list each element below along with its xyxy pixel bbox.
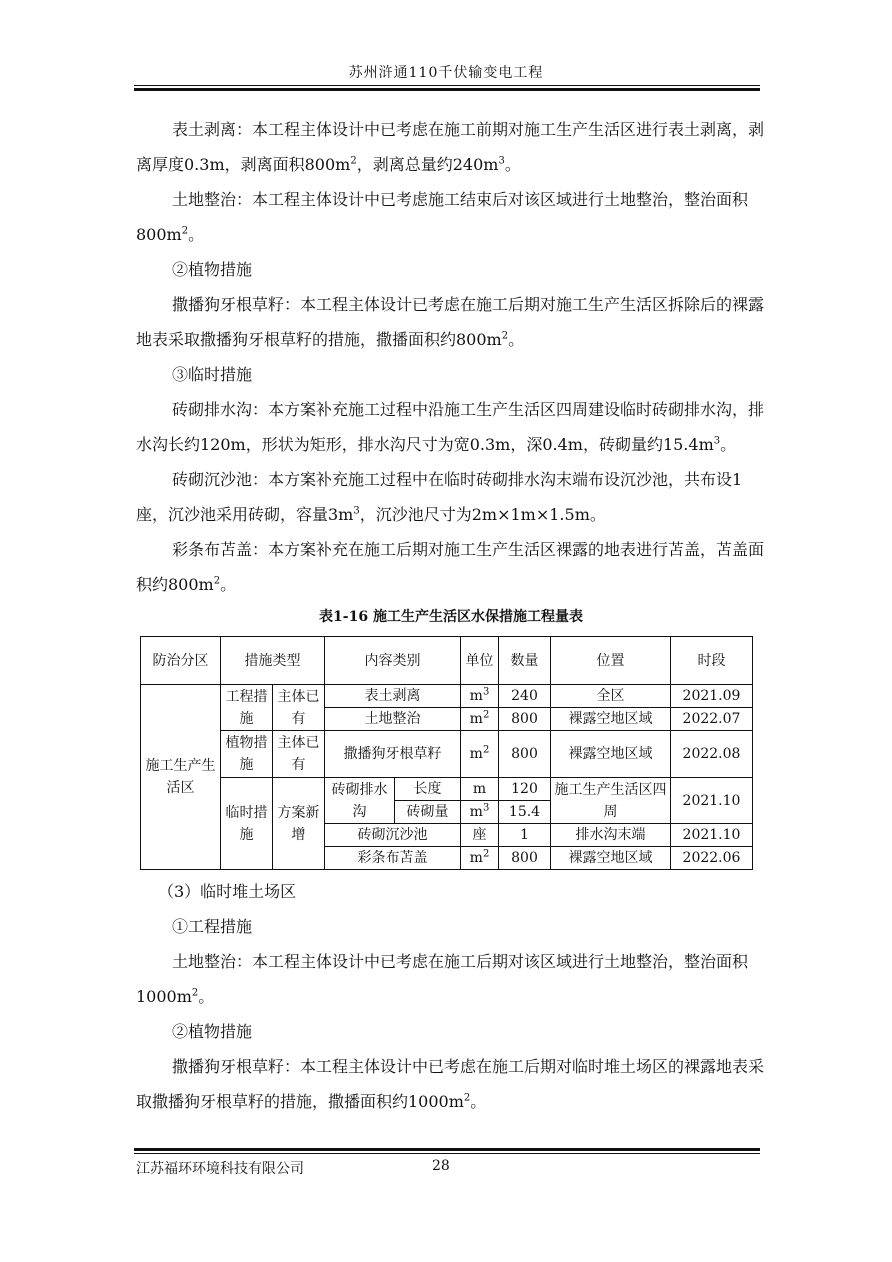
group-type-cell: 植物措施 [221, 731, 273, 778]
group-source-cell: 方案新增 [273, 778, 325, 870]
qty-cell: 120 [499, 778, 551, 801]
text-run: 撒播狗牙根草籽：本工程主体设计中已考虑在施工后期对临时堆土场区的裸露地表采取撒播狗牙根草籽的措施，撒播面积约1000m [136, 1057, 765, 1111]
body-paragraph [136, 462, 766, 532]
body-paragraph [136, 944, 766, 1014]
location-cell: 裸露空地区域 [551, 731, 671, 778]
zone-cell: 施工生产生活区 [141, 685, 221, 870]
content-main-cell: 砖砌排水沟 [325, 778, 395, 824]
body-paragraph [136, 112, 766, 182]
group-type-cell: 工程措施 [221, 685, 273, 731]
superscript: 2 [191, 987, 199, 999]
header-unit: 单位 [461, 637, 499, 685]
superscript: 2 [181, 225, 189, 237]
measures-table [140, 636, 753, 870]
text-run: 土地整治：本工程主体设计中已考虑在施工后期对该区域进行土地整治，整治面积1000m [136, 952, 749, 1006]
period-cell: 2022.08 [671, 731, 753, 778]
text-run: 。 [720, 435, 737, 454]
header-zone: 防治分区 [141, 637, 221, 685]
footer-company: 江苏福环环境科技有限公司 [136, 1161, 304, 1177]
group-source-cell: 主体已有 [273, 731, 325, 778]
header-measure-type: 措施类型 [221, 637, 325, 685]
group-source-cell: 主体已有 [273, 685, 325, 731]
table-row [141, 731, 753, 778]
footer-rule-thin [134, 1153, 760, 1154]
text-run: 。 [508, 330, 525, 349]
period-cell: 2022.06 [671, 847, 753, 870]
superscript: 3 [498, 155, 505, 167]
text-run: 表土剥离：本工程主体设计中已考虑在施工前期对施工生产生活区进行表土剥离，剥离厚度0.3m，剥离面积800m [136, 120, 765, 174]
text-run: 砖砌沉沙池：本方案补充施工过程中在临时砖砌排水沟末端布设沉沙池，共布设1座，沉沙池采用砖砌，容量3m [136, 470, 743, 524]
period-cell: 2021.10 [671, 778, 753, 824]
superscript: 2 [501, 330, 509, 342]
qty-cell: 800 [499, 708, 551, 731]
content-cell: 表土剥离 [325, 685, 461, 708]
header-location: 位置 [551, 637, 671, 685]
qty-cell: 800 [499, 847, 551, 870]
section-heading [136, 252, 766, 287]
text-run: ，沉沙池尺寸为2m×1m×1.5m。 [359, 505, 606, 524]
location-cell: 全区 [551, 685, 671, 708]
unit-cell: m [461, 778, 499, 801]
superscript: 2 [463, 1092, 471, 1104]
header-period: 时段 [671, 637, 753, 685]
content-cell: 撒播狗牙根草籽 [325, 731, 461, 778]
table-caption: 表1-16 施工生产生活区水保措施工程量表 [319, 609, 583, 625]
table-row [141, 778, 753, 801]
section-heading [136, 874, 766, 909]
qty-cell: 15.4 [499, 801, 551, 824]
superscript: 2 [213, 575, 221, 587]
paragraphs-top [136, 112, 766, 602]
qty-cell: 240 [499, 685, 551, 708]
unit-cell: $m^3$ [461, 801, 499, 824]
text-run: 。 [470, 1092, 487, 1111]
body-paragraph [136, 287, 766, 357]
unit-cell: $m^2$ [461, 847, 499, 870]
text-run: 砖砌排水沟：本方案补充施工过程中沿施工生产生活区四周建设临时砖砌排水沟，排水沟长约120m，形状为矩形，排水沟尺寸为宽0.3m，深0.4m，砖砌量约15.4m [136, 400, 765, 454]
location-cell: 施工生产生活区四周 [551, 778, 671, 824]
header-rule-thin [134, 85, 760, 86]
body-paragraph [136, 392, 766, 462]
period-cell: 2022.07 [671, 708, 753, 731]
period-cell: 2021.09 [671, 685, 753, 708]
text-run: 土地整治：本工程主体设计中已考虑施工结束后对该区域进行土地整治，整治面积800m [136, 190, 749, 244]
qty-cell: 1 [499, 824, 551, 847]
content-sub-cell: 长度 [395, 778, 461, 801]
text-run: ③临时措施 [172, 365, 253, 384]
text-run: （3）临时堆土场区 [158, 882, 297, 901]
text-run: ②植物措施 [172, 260, 253, 279]
text-run: 。 [188, 225, 205, 244]
page-body [136, 112, 766, 1119]
superscript: 2 [350, 155, 357, 167]
body-paragraph [136, 532, 766, 602]
content-cell: 砖砌沉沙池 [325, 824, 461, 847]
section-heading [136, 1014, 766, 1049]
period-cell: 2021.10 [671, 824, 753, 847]
content-cell: 土地整治 [325, 708, 461, 731]
location-cell: 裸露空地区域 [551, 847, 671, 870]
text-run: ①工程措施 [172, 917, 253, 936]
unit-cell: 座 [461, 824, 499, 847]
superscript: 3 [353, 505, 360, 517]
content-sub-cell: 砖砌量 [395, 801, 461, 824]
header-qty: 数量 [499, 637, 551, 685]
body-paragraph [136, 1049, 766, 1119]
unit-cell: $m^2$ [461, 708, 499, 731]
body-paragraph [136, 182, 766, 252]
header-rule-thick [134, 88, 760, 91]
paragraphs-bottom [136, 874, 766, 1119]
unit-cell: $m^3$ [461, 685, 499, 708]
section-heading [136, 357, 766, 392]
text-run: ②植物措施 [172, 1022, 253, 1041]
footer-rule-thick [134, 1148, 760, 1151]
section-heading [136, 909, 766, 944]
text-run: 彩条布苫盖：本方案补充在施工后期对施工生产生活区裸露的地表进行苫盖，苫盖面积约800m [136, 540, 765, 594]
header-content: 内容类别 [325, 637, 461, 685]
unit-cell: $m^2$ [461, 731, 499, 778]
group-type-cell: 临时措施 [221, 778, 273, 870]
text-run: 。 [220, 575, 237, 594]
content-cell: 彩条布苫盖 [325, 847, 461, 870]
table-row [141, 685, 753, 708]
text-run: 。 [504, 155, 521, 174]
table-header-row [141, 637, 753, 685]
superscript: 3 [713, 435, 721, 447]
text-run: 。 [198, 987, 215, 1006]
page-header-title: 苏州浒通110千伏输变电工程 [348, 65, 544, 81]
text-run: 撒播狗牙根草籽：本工程主体设计已考虑在施工后期对施工生产生活区拆除后的裸露地表采取撒播狗牙根草籽的措施，撒播面积约800m [136, 295, 765, 349]
page-number: 28 [432, 1158, 450, 1174]
text-run: ，剥离总量约240m [356, 155, 499, 174]
qty-cell: 800 [499, 731, 551, 778]
location-cell: 裸露空地区域 [551, 708, 671, 731]
location-cell: 排水沟末端 [551, 824, 671, 847]
